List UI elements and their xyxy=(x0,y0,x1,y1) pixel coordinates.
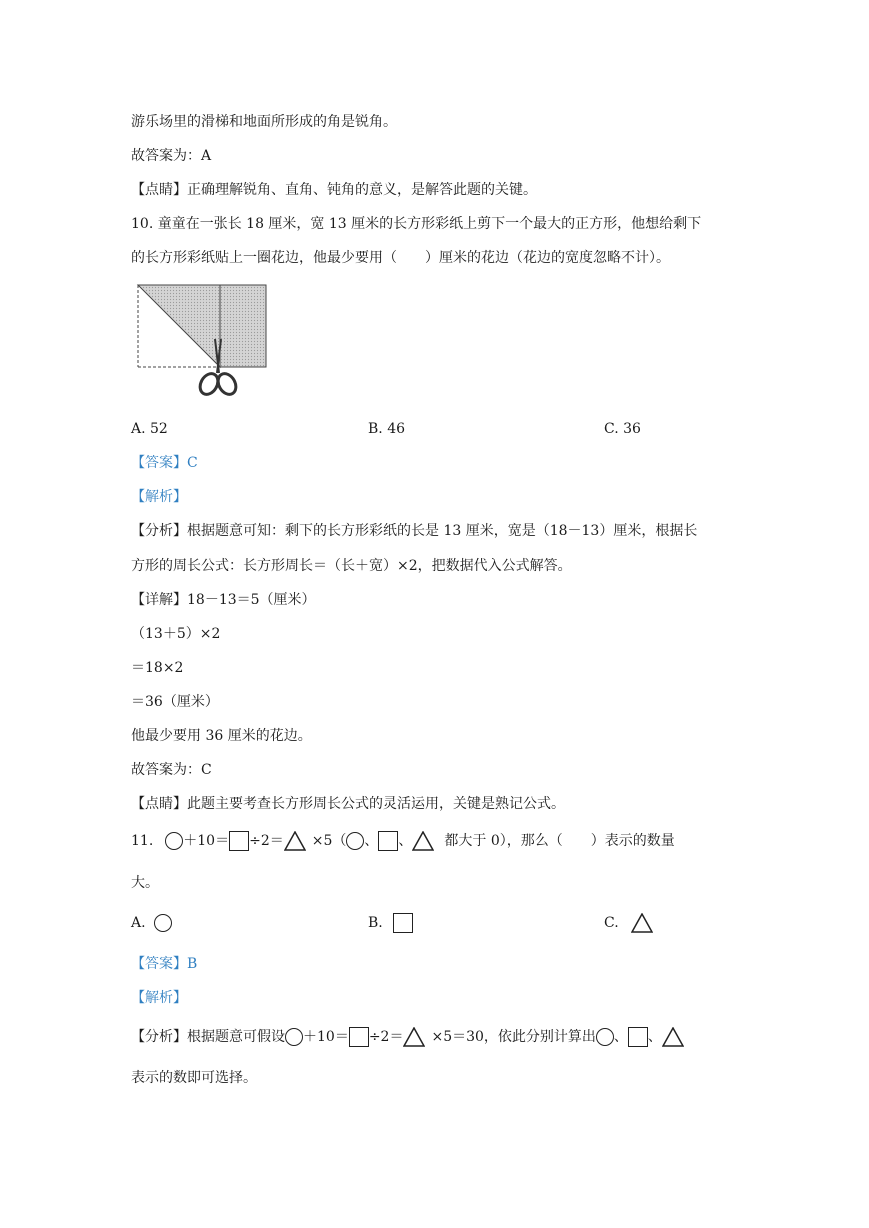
question-text: 都大于 0），那么（ ）表示的数量 xyxy=(444,833,675,849)
separator: 、 xyxy=(364,833,379,849)
triangle-icon xyxy=(412,831,434,851)
analysis-line1: 【分析】根据题意可知：剩下的长方形彩纸的长是 13 厘米，宽是（18－13）厘米，根据长 xyxy=(131,523,698,539)
equation-text: ＋10＝ xyxy=(303,1029,349,1045)
answer-line: 故答案为：A xyxy=(131,148,212,164)
separator: 、 xyxy=(613,1029,628,1045)
detail-line: 【详解】18－13＝5（厘米） xyxy=(131,592,316,608)
option-c[interactable]: C. 36 xyxy=(604,421,641,437)
text-line: 游乐场里的滑梯和地面所形成的角是锐角。 xyxy=(131,114,397,130)
analysis-tag: 【解析】 xyxy=(131,990,187,1006)
equation-text: ×5＝30，依此分别计算出 xyxy=(431,1029,596,1045)
option-a[interactable]: A. 52 xyxy=(131,421,168,437)
triangle-icon xyxy=(662,1027,684,1047)
triangle-icon xyxy=(403,1027,425,1047)
question-11-line2: 大。 xyxy=(131,875,159,891)
option-b[interactable]: B. 46 xyxy=(368,421,406,437)
answer-line: 故答案为：C xyxy=(131,762,212,778)
option-label: A. xyxy=(131,915,146,931)
note-line: 【点睛】正确理解锐角、直角、钝角的意义，是解答此题的关键。 xyxy=(131,182,537,198)
option-label: C. xyxy=(604,915,619,931)
square-icon xyxy=(378,831,398,851)
question-10-line2: 的长方形彩纸贴上一圈花边，他最少要用（ ）厘米的花边（花边的宽度忽略不计）。 xyxy=(131,250,670,266)
question-11-line1 xyxy=(131,831,675,851)
equation-text: ÷2＝ xyxy=(249,833,284,849)
square-icon xyxy=(393,913,413,933)
calc-line: ＝36（厘米） xyxy=(131,694,219,710)
analysis-line2: 表示的数即可选择。 xyxy=(131,1070,257,1086)
answer-tag: 【答案】B xyxy=(131,956,198,972)
circle-icon xyxy=(154,914,172,932)
answer-tag: 【答案】C xyxy=(131,455,198,471)
note-line: 【点睛】此题主要考查长方形周长公式的灵活运用，关键是熟记公式。 xyxy=(131,796,565,812)
square-icon xyxy=(349,1027,369,1047)
option-b[interactable] xyxy=(368,913,413,933)
analysis-tag: 【解析】 xyxy=(131,489,187,505)
option-c[interactable] xyxy=(604,913,653,933)
analysis-line1 xyxy=(131,1027,684,1047)
triangle-icon xyxy=(284,831,306,851)
square-icon xyxy=(229,831,249,851)
conclusion-line: 他最少要用 36 厘米的花边。 xyxy=(131,728,312,744)
analysis-line2: 方形的周长公式：长方形周长＝（长＋宽）×2，把数据代入公式解答。 xyxy=(131,558,572,574)
question-10-line1: 10. 童童在一张长 18 厘米，宽 13 厘米的长方形彩纸上剪下一个最大的正方形，他想给剩下 xyxy=(131,216,702,232)
option-a[interactable] xyxy=(131,913,172,933)
equation-text: ＋10＝ xyxy=(183,833,230,849)
square-icon xyxy=(628,1027,648,1047)
circle-icon xyxy=(346,832,364,850)
equation-text: ×5（ xyxy=(311,833,347,849)
circle-icon xyxy=(165,832,183,850)
paper-scissors-figure xyxy=(133,283,273,405)
analysis-text: 【分析】根据题意可假设 xyxy=(131,1029,285,1045)
calc-line: ＝18×2 xyxy=(131,660,184,676)
triangle-icon xyxy=(631,913,653,933)
separator: 、 xyxy=(398,833,413,849)
option-label: B. xyxy=(368,915,383,931)
question-number: 11. xyxy=(131,833,154,849)
equation-text: ÷2＝ xyxy=(368,1029,404,1045)
circle-icon xyxy=(285,1028,303,1046)
separator: 、 xyxy=(647,1029,662,1045)
calc-line: （13＋5）×2 xyxy=(131,626,221,642)
circle-icon xyxy=(596,1028,614,1046)
